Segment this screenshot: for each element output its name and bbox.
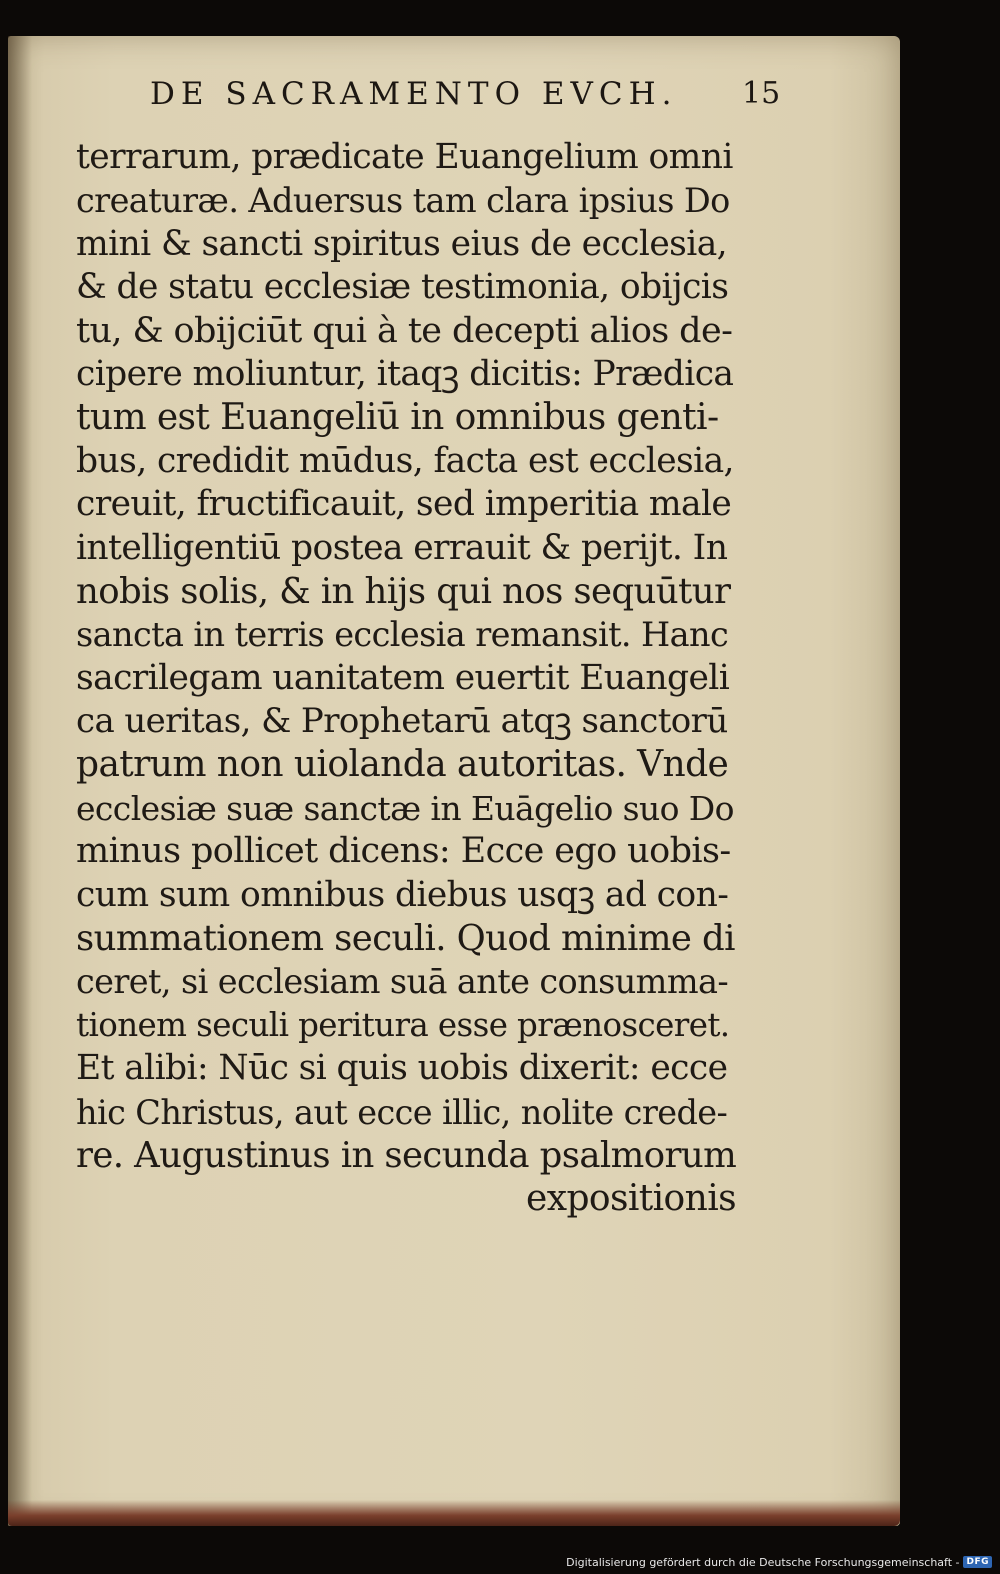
text-line: terrarum, prædicate Euangelium omni <box>76 137 733 177</box>
text-line: summationem seculi. Quod minime di <box>76 918 735 960</box>
text-line: creuit, fructificauit, sed imperitia male <box>76 484 732 525</box>
text-line: re. Augustinus in secunda psalmorum <box>76 1134 737 1176</box>
text-line: patrum non uiolanda autoritas. Vnde <box>76 744 729 786</box>
text-block <box>76 136 736 1221</box>
text-line: ecclesiæ suæ sanctæ in Euāgelio suo Do <box>76 788 734 828</box>
page-number: 15 <box>742 76 781 111</box>
text-line: tu, & obijciūt qui à te decepti alios de- <box>76 310 733 351</box>
text-line: sacrilegam uanitatem euertit Euangeli <box>76 657 730 698</box>
text-line: bus, credidit mūdus, facta est ecclesia, <box>76 440 734 481</box>
catchword: expositionis <box>526 1178 736 1220</box>
text-line: sancta in terris ecclesia remansit. Hanc <box>76 615 729 655</box>
text-line: nobis solis, & in hijs qui nos sequūtur <box>76 570 731 612</box>
gutter-shadow <box>8 36 32 1526</box>
text-line: cum sum omnibus diebus usqꝫ ad con- <box>76 874 729 915</box>
text-line: Et alibi: Nūc si quis uobis dixerit: ecce <box>76 1048 728 1089</box>
text-line: creaturæ. Aduersus tam clara ipsius Do <box>76 181 730 221</box>
text-line: & de statu ecclesiæ testimonia, obijcis <box>76 267 729 308</box>
text-line: cipere moliuntur, itaqꝫ dicitis: Prædica <box>76 353 734 394</box>
dfg-logo: DFG <box>963 1556 992 1568</box>
page-bottom-edge <box>8 1500 900 1526</box>
digitization-credit <box>566 1554 992 1570</box>
text-line: mini & sancti spiritus eius de ecclesia, <box>76 223 728 264</box>
text-line: intelligentiū postea errauit & perijt. In <box>76 527 728 568</box>
text-line: tionem seculi peritura esse prænosceret. <box>76 1005 730 1044</box>
text-line: ceret, si ecclesiam suā ante consumma- <box>76 962 729 1002</box>
text-line: ca ueritas, & Prophetarū atqꝫ sanctorū <box>76 701 728 742</box>
text-line: tum est Euangeliū in omnibus genti- <box>76 397 719 439</box>
text-line: hic Christus, aut ecce illic, nolite crede- <box>76 1092 728 1132</box>
running-head: DE SACRAMENTO EVCH. <box>150 76 678 112</box>
text-line: minus pollicet dicens: Ecce ego uobis- <box>76 831 731 872</box>
credit-text: Digitalisierung gefördert durch die Deutsche Forschungsgemeinschaft - <box>566 1555 960 1569</box>
